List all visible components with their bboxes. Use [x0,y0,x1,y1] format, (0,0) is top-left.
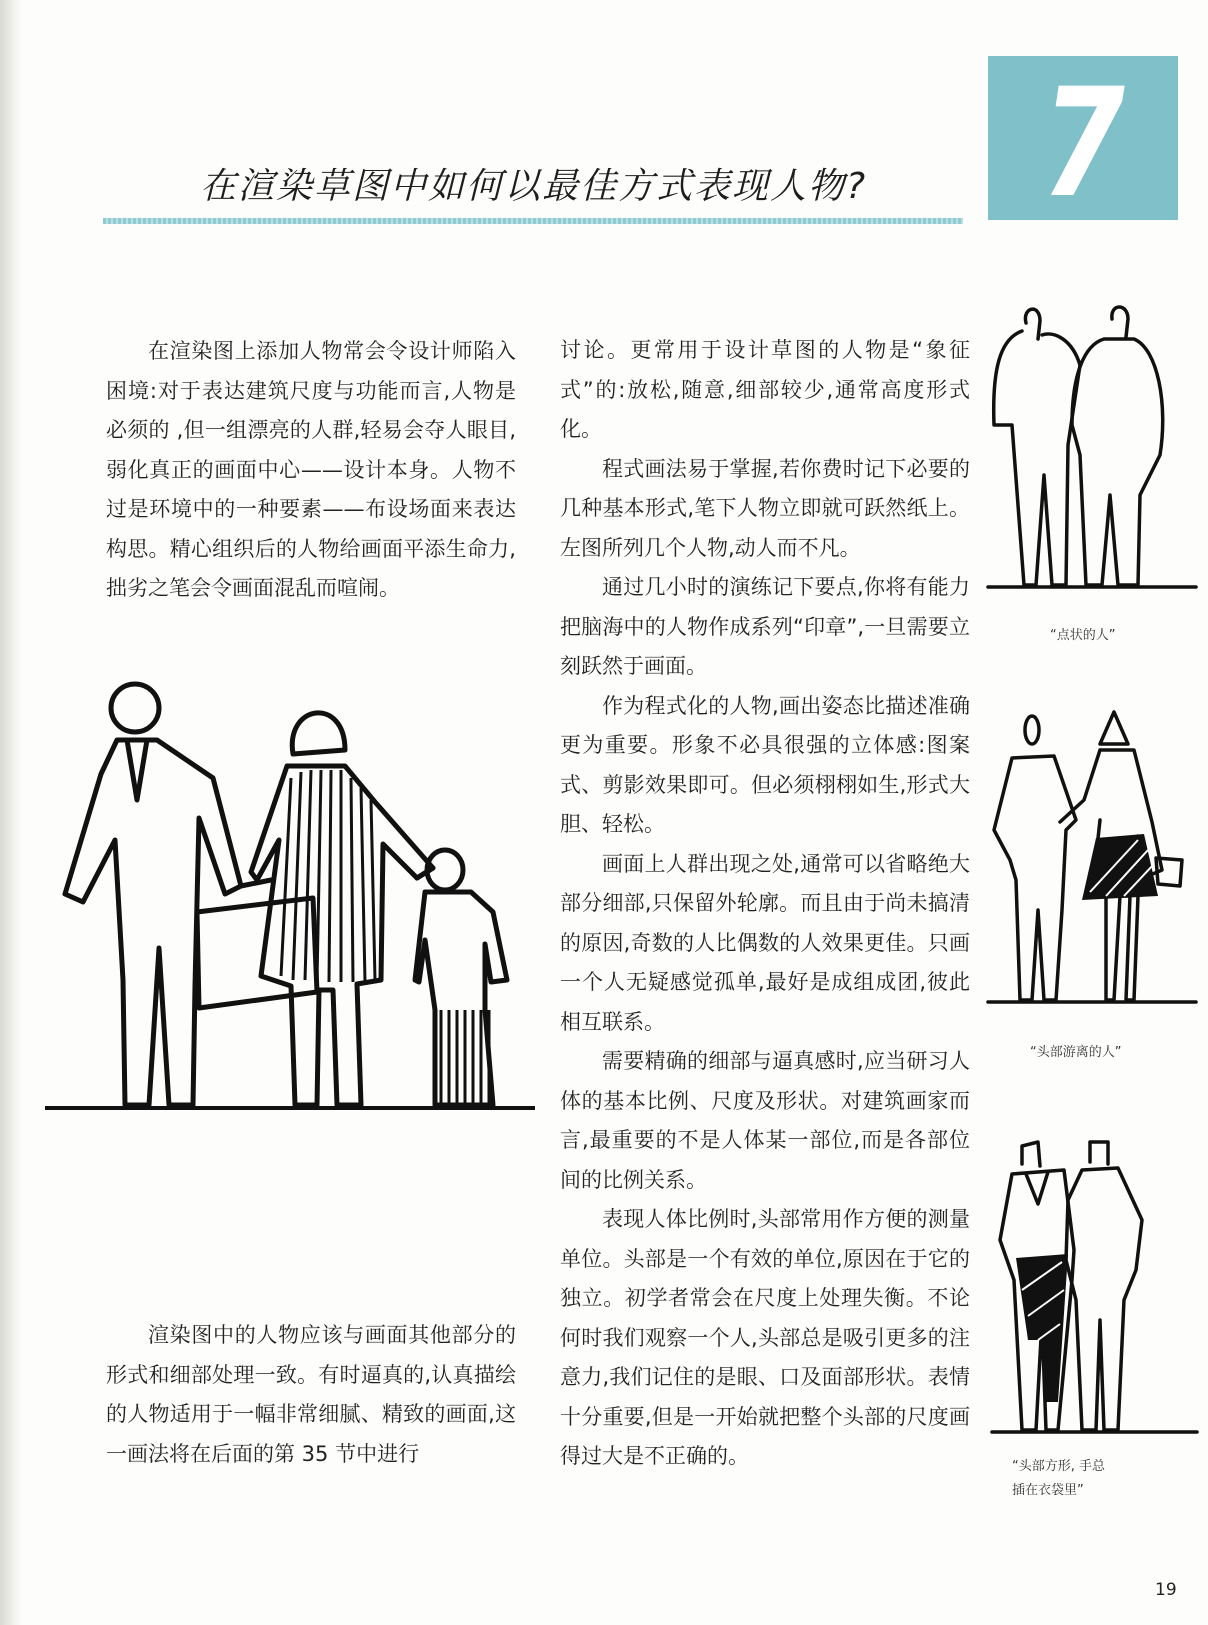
square-heads-caption [1012,1455,1105,1503]
square-heads-caption-line-2: 插在衣袋里” [1012,1483,1084,1498]
chapter-number: 7 [1041,57,1125,231]
realistic-figures-paragraph: 渲染图中的人物应该与画面其他部分的形式和细部处理一致。有时逼真的,认真描绘的人物适用于一幅非常细腻、精致的画面,这一画法将在后面的第 35 节中进行 [106,1323,516,1466]
intro-paragraph: 在渲染图上添加人物常会令设计师陷入困境:对于表达建筑尺度与功能而言,人物是必须的 ,但一组漂亮的人群,轻易会夺人眼目,弱化真正的画面中心——设计本身。人物不过是环境中的一种要素——布设场面来表达构思。精心组织后的人物给画面平添生命力,拙劣之笔会令画面混乱而喧闹。 [106,339,516,600]
body-paragraph-2: 程式画法易于掌握,若你费时记下必要的几种基本形式,笔下人物立即就可跃然纸上。左图所列几个人物,动人而不凡。 [560,456,970,560]
body-paragraph-5: 画面上人群出现之处,通常可以省略绝大部分细部,只保留外轮廓。而且由于尚未搞清的原因,奇数的人比偶数的人效果更佳。只画一个人无疑感觉孤单,最好是成组成团,彼此相互联系。 [560,851,970,1034]
floating-heads-caption: “头部游离的人” [1030,1045,1122,1060]
title-underline [103,218,963,224]
dot-people-caption: “点状的人” [1050,628,1116,643]
floating-heads-figure [988,710,1198,1010]
chapter-title: 在渲染草图中如何以最佳方式表现人物? [200,166,868,207]
chapter-number-box [988,56,1178,231]
right-column [560,331,970,1477]
dot-people-figure [988,305,1198,600]
body-paragraph-3: 通过几小时的演练记下要点,你将有能力把脑海中的人物作成系列“印章”,一旦需要立刻跃然于画面。 [560,575,970,678]
body-paragraph-7: 表现人体比例时,头部常用作方便的测量单位。头部是一个有效的单位,原因在于它的独立。初学者常会在尺度上处理失衡。不论何时我们观察一个人,头部总是吸引更多的注意力,我们记住的是眼、口及面部形状。表情十分重要,但是一开始就把整个头部的尺度画得过大是不正确的。 [560,1207,970,1468]
body-paragraph-1: 讨论。更常用于设计草图的人物是“象征式”的:放松,随意,细部较少,通常高度形式化。 [560,338,970,441]
left-column-top [106,332,516,609]
square-heads-figure [992,1140,1197,1445]
body-paragraph-6: 需要精确的细部与逼真感时,应当研习人体的基本比例、尺度及形状。对建筑画家而言,最重要的不是人体某一部位,而是各部位间的比例关系。 [560,1049,970,1192]
binding-shadow [0,0,22,1625]
left-column-bottom [106,1316,516,1474]
square-heads-caption-line-1: “头部方形, 手总 [1012,1459,1105,1474]
page-number: 19 [1155,1580,1177,1600]
body-paragraph-4: 作为程式化的人物,画出姿态比描述准确更为重要。形象不必具很强的立体感:图案式、剪影效果即可。但必须栩栩如生,形式大胆、轻松。 [560,693,970,836]
family-illustration [45,680,540,1125]
